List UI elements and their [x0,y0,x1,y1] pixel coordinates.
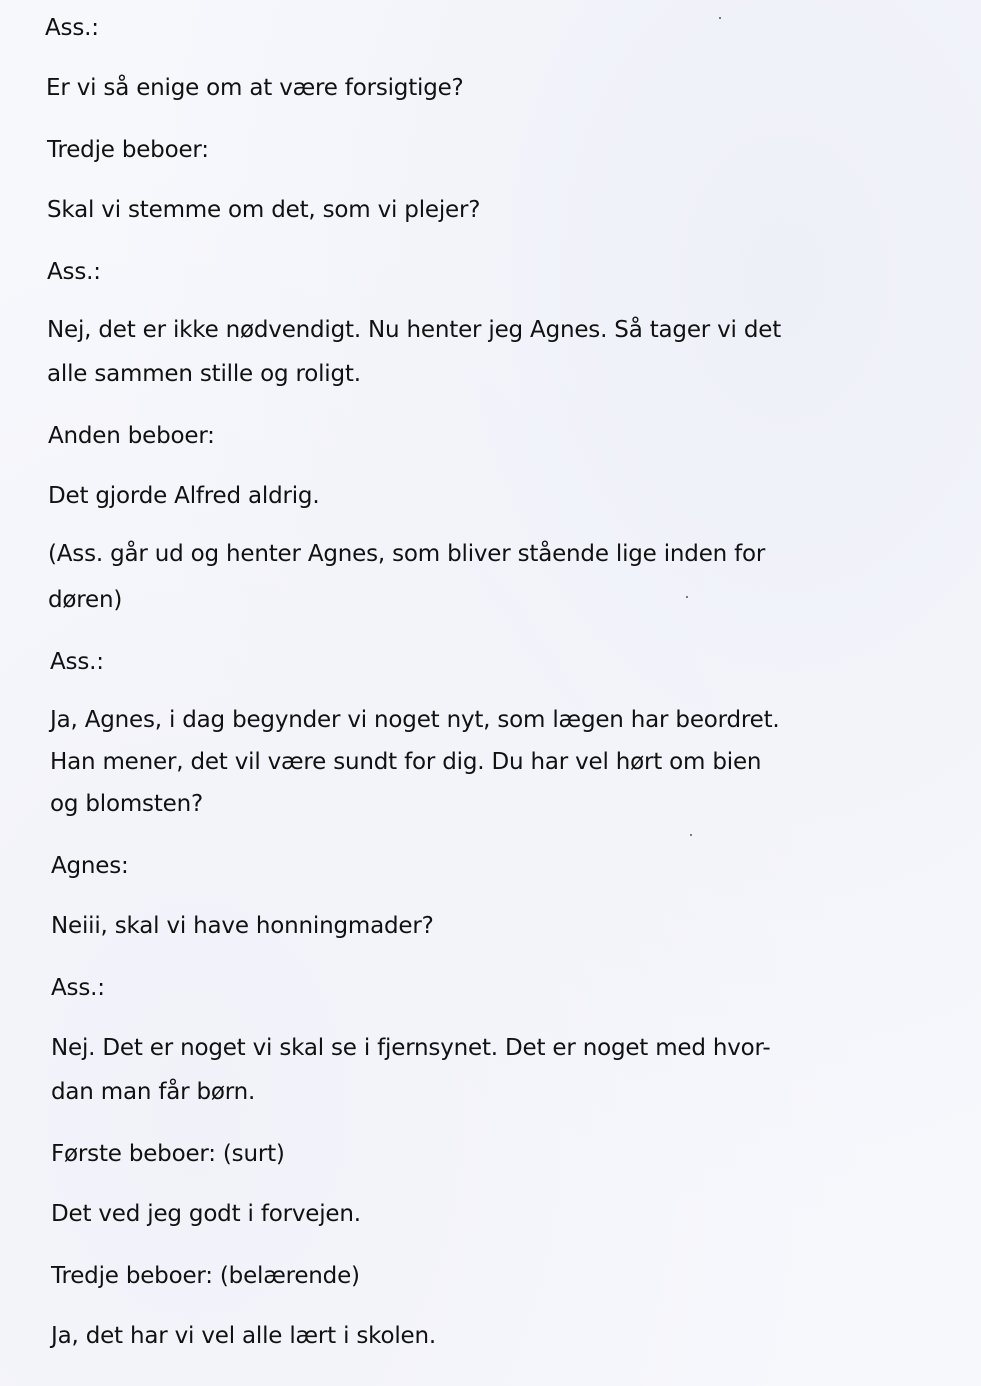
speaker-label: Ass.: [51,975,105,1001]
stage-direction: døren) [48,587,123,613]
dialogue-line: Det gjorde Alfred aldrig. [48,483,320,509]
paper-speck [686,596,688,598]
dialogue-line: og blomsten? [50,791,203,817]
dialogue-line: Ja, Agnes, i dag begynder vi noget nyt, som lægen har beordret. [50,707,780,733]
dialogue-line: Ja, det har vi vel alle lært i skolen. [51,1323,436,1349]
paper-speck [690,834,692,836]
dialogue-line: Det ved jeg godt i forvejen. [51,1201,361,1227]
speaker-label: Ass.: [50,649,104,675]
dialogue-line: Nej. Det er noget vi skal se i fjernsynet. Det er noget med hvor- [51,1035,771,1061]
dialogue-line: Skal vi stemme om det, som vi plejer? [47,197,481,223]
speaker-label: Tredje beboer: [47,137,209,163]
speaker-label: Første beboer: (surt) [51,1141,285,1167]
speaker-label: Agnes: [51,853,129,879]
dialogue-line: Er vi så enige om at være forsigtige? [46,75,464,101]
speaker-label: Anden beboer: [48,423,215,449]
stage-direction: (Ass. går ud og henter Agnes, som bliver stående lige inden for [48,541,766,567]
dialogue-line: alle sammen stille og roligt. [47,361,361,387]
dialogue-line: Han mener, det vil være sundt for dig. Du har vel hørt om bien [50,749,762,775]
speaker-label: Ass.: [45,15,99,41]
paper-speck [719,17,721,19]
dialogue-line: Nej, det er ikke nødvendigt. Nu henter jeg Agnes. Så tager vi det [47,317,782,343]
speaker-label: Ass.: [47,259,101,285]
dialogue-line: Neiii, skal vi have honningmader? [51,913,434,939]
dialogue-line: dan man får børn. [51,1079,256,1105]
speaker-label: Tredje beboer: (belærende) [51,1263,360,1289]
